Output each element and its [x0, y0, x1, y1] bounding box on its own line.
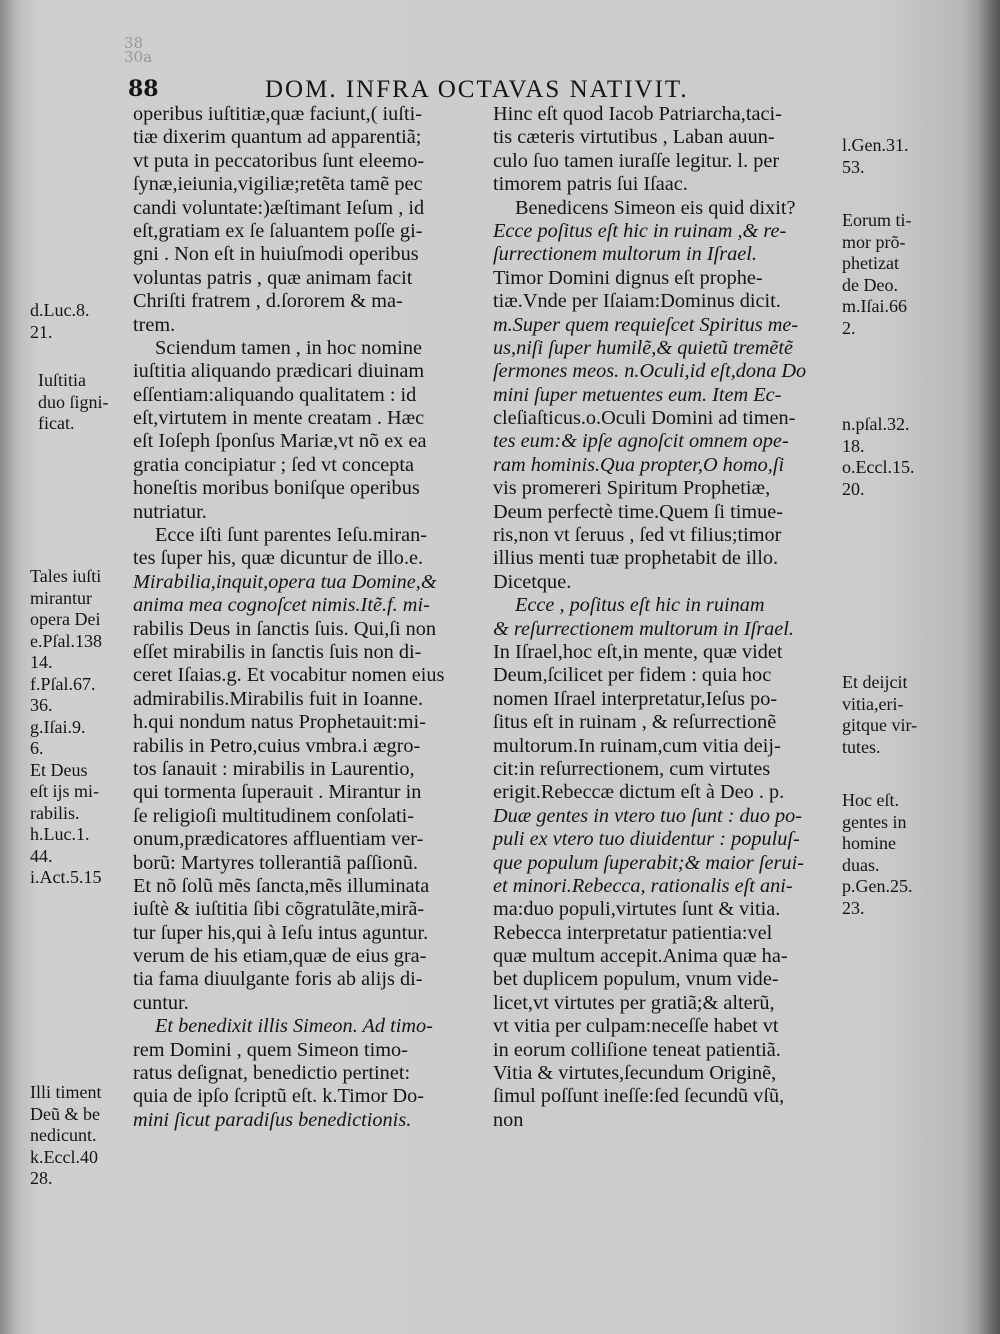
margin-note-line: 28. [30, 1168, 53, 1188]
text-line: timorem patris ſui Iſaac. [493, 173, 688, 196]
text-line: voluntas patris , quæ animam facit [133, 266, 413, 289]
text-column-right [493, 103, 838, 1132]
text-line: in eorum colliſione teneat patientiã. [493, 1038, 781, 1061]
text-line: trem. [133, 313, 176, 336]
right-margin-note [842, 135, 909, 178]
text-line: cleſiaſticus.o.Oculi Domini ad timen- [493, 407, 796, 430]
text-line: ſe religioſi multitudinem conſolati- [133, 804, 415, 827]
margin-note-line: rabilis. [30, 802, 80, 823]
text-line: ratus deſignat, benedictio pertinet: [133, 1062, 411, 1085]
text-line: quæ multum accepit.Anima quæ ha- [493, 945, 788, 968]
text-line: quia de ipſo ſcriptũ eſt. k.Timor Do- [133, 1085, 425, 1108]
text-line: us,niſi ſuper humilẽ,& quietũ tremẽtẽ [493, 336, 794, 359]
margin-note-line: de Deo. [842, 274, 898, 295]
text-line: Sciendum tamen , in hoc nomine [155, 336, 422, 359]
text-line: vt puta in peccatoribus ſunt eleemo- [133, 149, 425, 172]
margin-note-line: homine [842, 833, 896, 853]
text-line: In Iſrael,hoc eſt,in mente, quæ videt [493, 640, 783, 663]
text-line: h.qui nondum natus Prophetauit:mi- [133, 711, 426, 734]
text-line: ſitus eſt in ruinam , & reſurrectionẽ [493, 711, 777, 734]
margin-note-line: eſt ijs mi- [30, 781, 99, 801]
text-line: Ecce poſitus eſt hic in ruinam ,& re- [493, 219, 787, 242]
text-line: eſt,virtutem in mente creatam . Hæc [133, 407, 425, 430]
text-line: honeſtis moribus boniſque operibus [133, 477, 420, 500]
text-line: Chriſti fratrem , d.ſororem & ma- [133, 290, 403, 313]
text-line: tis cæteris virtutibus , Laban auun- [493, 126, 775, 149]
text-line: verum de his etiam,quæ de eius gra- [133, 945, 427, 968]
page-number: 88 [128, 76, 159, 102]
text-line: Timor Domini dignus eſt prophe- [493, 266, 763, 289]
text-line: cuntur. [133, 991, 189, 1014]
right-margin-note [842, 672, 917, 758]
text-line: Hinc eſt quod Iacob Patriarcha,taci- [493, 103, 782, 125]
text-line: Mirabilia,inquit,opera tua Domine,& [133, 570, 437, 593]
text-line: & reſurrectionem multorum in Iſrael. [493, 617, 794, 640]
margin-note-line: e.Pſal.138 [30, 630, 102, 651]
text-line: et minori.Rebecca, rationalis eſt ani- [493, 874, 793, 897]
text-line: gratia concipiatur ; ſed vt concepta [133, 453, 414, 476]
margin-note-line: Et Deus [30, 759, 88, 780]
text-line: gni . Non eſt in huiuſmodi operibus [133, 243, 419, 266]
margin-note-line: phetizat [842, 253, 899, 273]
margin-note-line: 14. [30, 652, 53, 672]
left-margin-note [30, 300, 89, 343]
text-line: m.Super quem requieſcet Spiritus me- [493, 313, 799, 336]
margin-note-line: h.Luc.1. [30, 824, 90, 844]
text-line: rem Domini , quem Simeon timo- [133, 1038, 408, 1061]
text-line: ſermones meos. n.Oculi,id eſt,dona Do [493, 360, 807, 383]
text-line: ſynæ,ieiunia,vigiliæ;retẽta tamẽ pec [133, 173, 423, 196]
text-line: eſſentiam:aliquando qualitatem : id [133, 383, 417, 406]
margin-note-line: n.pſal.32. [842, 414, 910, 434]
text-line: Vitia & virtutes,ſecundum Originẽ, [493, 1062, 777, 1085]
margin-note-line: 53. [842, 156, 865, 177]
margin-note-line: k.Eccl.40 [30, 1146, 98, 1167]
text-line: qui tormenta ſuperauit . Mirantur in [133, 781, 422, 804]
margin-note-line: gentes in [842, 811, 907, 832]
text-line: Deum,ſcilicet per fidem : quia hoc [493, 664, 772, 687]
text-line: ceret Iſaias.g. Et vocabitur nomen eius [133, 664, 445, 687]
margin-note-line: Et deijcit [842, 672, 908, 692]
text-column-left [133, 103, 483, 1132]
margin-note-line: f.Pſal.67. [30, 673, 96, 694]
left-margin-note [30, 566, 102, 889]
text-line: multorum.In ruinam,cum vitia deij- [493, 734, 781, 757]
text-line: erigit.Rebeccæ dictum eſt à Deo . p. [493, 781, 785, 804]
text-line: mini ſicut paradiſus benedictionis. [133, 1108, 412, 1131]
text-line: vt vitia per culpam:neceſſe habet vt [493, 1015, 779, 1038]
pencil-mark-text: 38 30a [124, 34, 153, 66]
margin-note-line: m.Iſai.66 [842, 296, 907, 316]
text-line: Benedicens Simeon eis quid dixit? [515, 196, 796, 219]
margin-note-line: tutes. [842, 736, 881, 757]
text-line: Rebecca interpretatur patientia:vel [493, 921, 773, 944]
margin-note-line: i.Act.5.15 [30, 867, 102, 887]
text-line: tia fama diuulgante foris ab alijs di- [133, 968, 423, 991]
text-line: ſurrectionem multorum in Iſrael. [493, 243, 758, 266]
text-line: nutriatur. [133, 500, 207, 523]
right-margin-note [842, 210, 912, 339]
right-margin-note [842, 414, 914, 500]
text-line: eſt,gratiam ex ſe ſaluantem poſſe gi- [133, 219, 423, 242]
text-line: onum,prædicatores affluentiam ver- [133, 828, 424, 851]
text-line: rabilis Deus in ſanctis ſuis. Qui,ſi non [133, 617, 437, 640]
text-line: tiæ dixerim quantum ad apparentiã; [133, 126, 422, 149]
margin-note-line: Eorum ti- [842, 210, 912, 230]
margin-note-line: Illi timent [30, 1082, 102, 1102]
text-line: ſimul poſſunt ineſſe:ſed ſecundũ vſũ, [493, 1085, 785, 1108]
margin-note-line: p.Gen.25. [842, 876, 913, 896]
right-margin-note [842, 790, 913, 919]
text-line: tos ſanauit : mirabilis in Laurentio, [133, 757, 415, 780]
text-line: Et nõ ſolũ mẽs ſancta,mẽs illuminata [133, 874, 430, 897]
text-line: illius menti tuæ prophetabit de illo. [493, 547, 779, 570]
text-line: ris,non vt ſeruus , ſed vt filius;timor [493, 524, 782, 547]
text-line: ram hominis.Qua propter,O homo,ſi [493, 453, 785, 476]
text-line: anima mea cognoſcet nimis.Itẽ.f. mi- [133, 594, 430, 617]
margin-note-line: ficat. [38, 413, 75, 433]
margin-note-line: 44. [30, 845, 53, 866]
margin-note-line: Deũ & be [30, 1103, 100, 1124]
margin-note-line: Tales iuſti [30, 566, 102, 586]
text-line: eſſet mirabilis in ſanctis ſuis non di- [133, 640, 422, 663]
text-line: puli ex vtero tuo diuidentur : populuſ- [493, 828, 800, 851]
margin-note-line: duas. [842, 854, 880, 875]
margin-note-line: 36. [30, 695, 53, 715]
margin-note-line: 2. [842, 317, 856, 338]
text-line: tes ſuper his, quæ dicuntur de illo.e. [133, 547, 424, 570]
margin-note-line: Hoc eſt. [842, 790, 899, 810]
text-line: ma:duo populi,virtutes ſunt & vitia. [493, 898, 781, 921]
left-margin-note [38, 370, 109, 435]
margin-note-line: opera Dei [30, 609, 101, 629]
text-line: culo ſuo tamen iuraſſe legitur. l. per [493, 149, 780, 172]
margin-note-line: 20. [842, 478, 865, 499]
text-line: iuſtè & iuſtitia ſibi cõgratulãte,mirã- [133, 898, 425, 921]
text-line: Ecce iſti ſunt parentes Ieſu.miran- [155, 524, 427, 547]
text-line: Dicetque. [493, 570, 572, 593]
left-margin-note [30, 1082, 102, 1190]
text-line: que populum ſuperabit;& maior ſerui- [493, 851, 804, 874]
text-line: iuſtitia aliquando prædicari diuinam [133, 360, 425, 383]
margin-note-line: gitque vir- [842, 715, 918, 735]
margin-note-line: 23. [842, 897, 865, 918]
text-line: Deum perfectè time.Quem ſi timue- [493, 500, 784, 523]
text-line: Duæ gentes in vtero tuo ſunt : duo po- [493, 804, 803, 827]
text-line: mini ſuper metuentes eum. Item Ec- [493, 383, 782, 406]
text-line: tur ſuper his,qui à Ieſu intus aguntur. [133, 921, 429, 944]
text-line: operibus iuſtitiæ,quæ faciunt,( iuſti- [133, 103, 422, 125]
margin-note-line: 6. [30, 738, 44, 758]
pencil-annotation [124, 36, 152, 64]
margin-note-line: nedicunt. [30, 1125, 97, 1145]
margin-note-line: mor prõ- [842, 231, 906, 252]
text-line: eſt Ioſeph ſponſus Mariæ,vt nõ ex ea [133, 430, 427, 453]
margin-note-line: duo ſigni- [38, 391, 109, 412]
margin-note-line: g.Iſai.9. [30, 716, 86, 737]
margin-note-line: vitia,eri- [842, 693, 904, 714]
margin-note-line: 18. [842, 435, 865, 456]
margin-note-line: d.Luc.8. [30, 300, 90, 320]
text-line: licet,vt virtutes per gratiã;& alterũ, [493, 991, 775, 1014]
text-line: admirabilis.Mirabilis fuit in Ioanne. [133, 687, 424, 710]
running-title: DOM. INFRA OCTAVAS NATIVIT. [265, 76, 689, 103]
page-edge-shadow [978, 0, 1000, 1334]
text-line: cit:in reſurrectionem, cum virtutes [493, 757, 771, 780]
text-line: candi voluntate:)æſtimant Ieſum , id [133, 196, 425, 219]
text-line: Et benedixit illis Simeon. Ad timo- [155, 1015, 433, 1038]
text-line: tes eum:& ipſe agnoſcit omnem ope- [493, 430, 789, 453]
margin-note-line: mirantur [30, 587, 92, 608]
margin-note-line: 21. [30, 321, 53, 342]
text-line: Ecce , poſitus eſt hic in ruinam [515, 594, 765, 617]
text-line: rabilis in Petro,cuius vmbra.i ægro- [133, 734, 421, 757]
text-line: non [493, 1108, 524, 1131]
text-line: nomen Iſrael interpretatur,Ieſus po- [493, 687, 778, 710]
margin-note-line: Iuſtitia [38, 370, 86, 390]
text-line: borũ: Martyres tollerantiã paſſionũ. [133, 851, 418, 874]
text-line: tiæ.Vnde per Iſaiam:Dominus dicit. [493, 290, 781, 313]
text-line: bet duplicem populum, vnum vide- [493, 968, 779, 991]
text-line: vis promereri Spiritum Prophetiæ, [493, 477, 771, 500]
margin-note-line: o.Eccl.15. [842, 457, 915, 477]
margin-note-line: l.Gen.31. [842, 135, 909, 155]
